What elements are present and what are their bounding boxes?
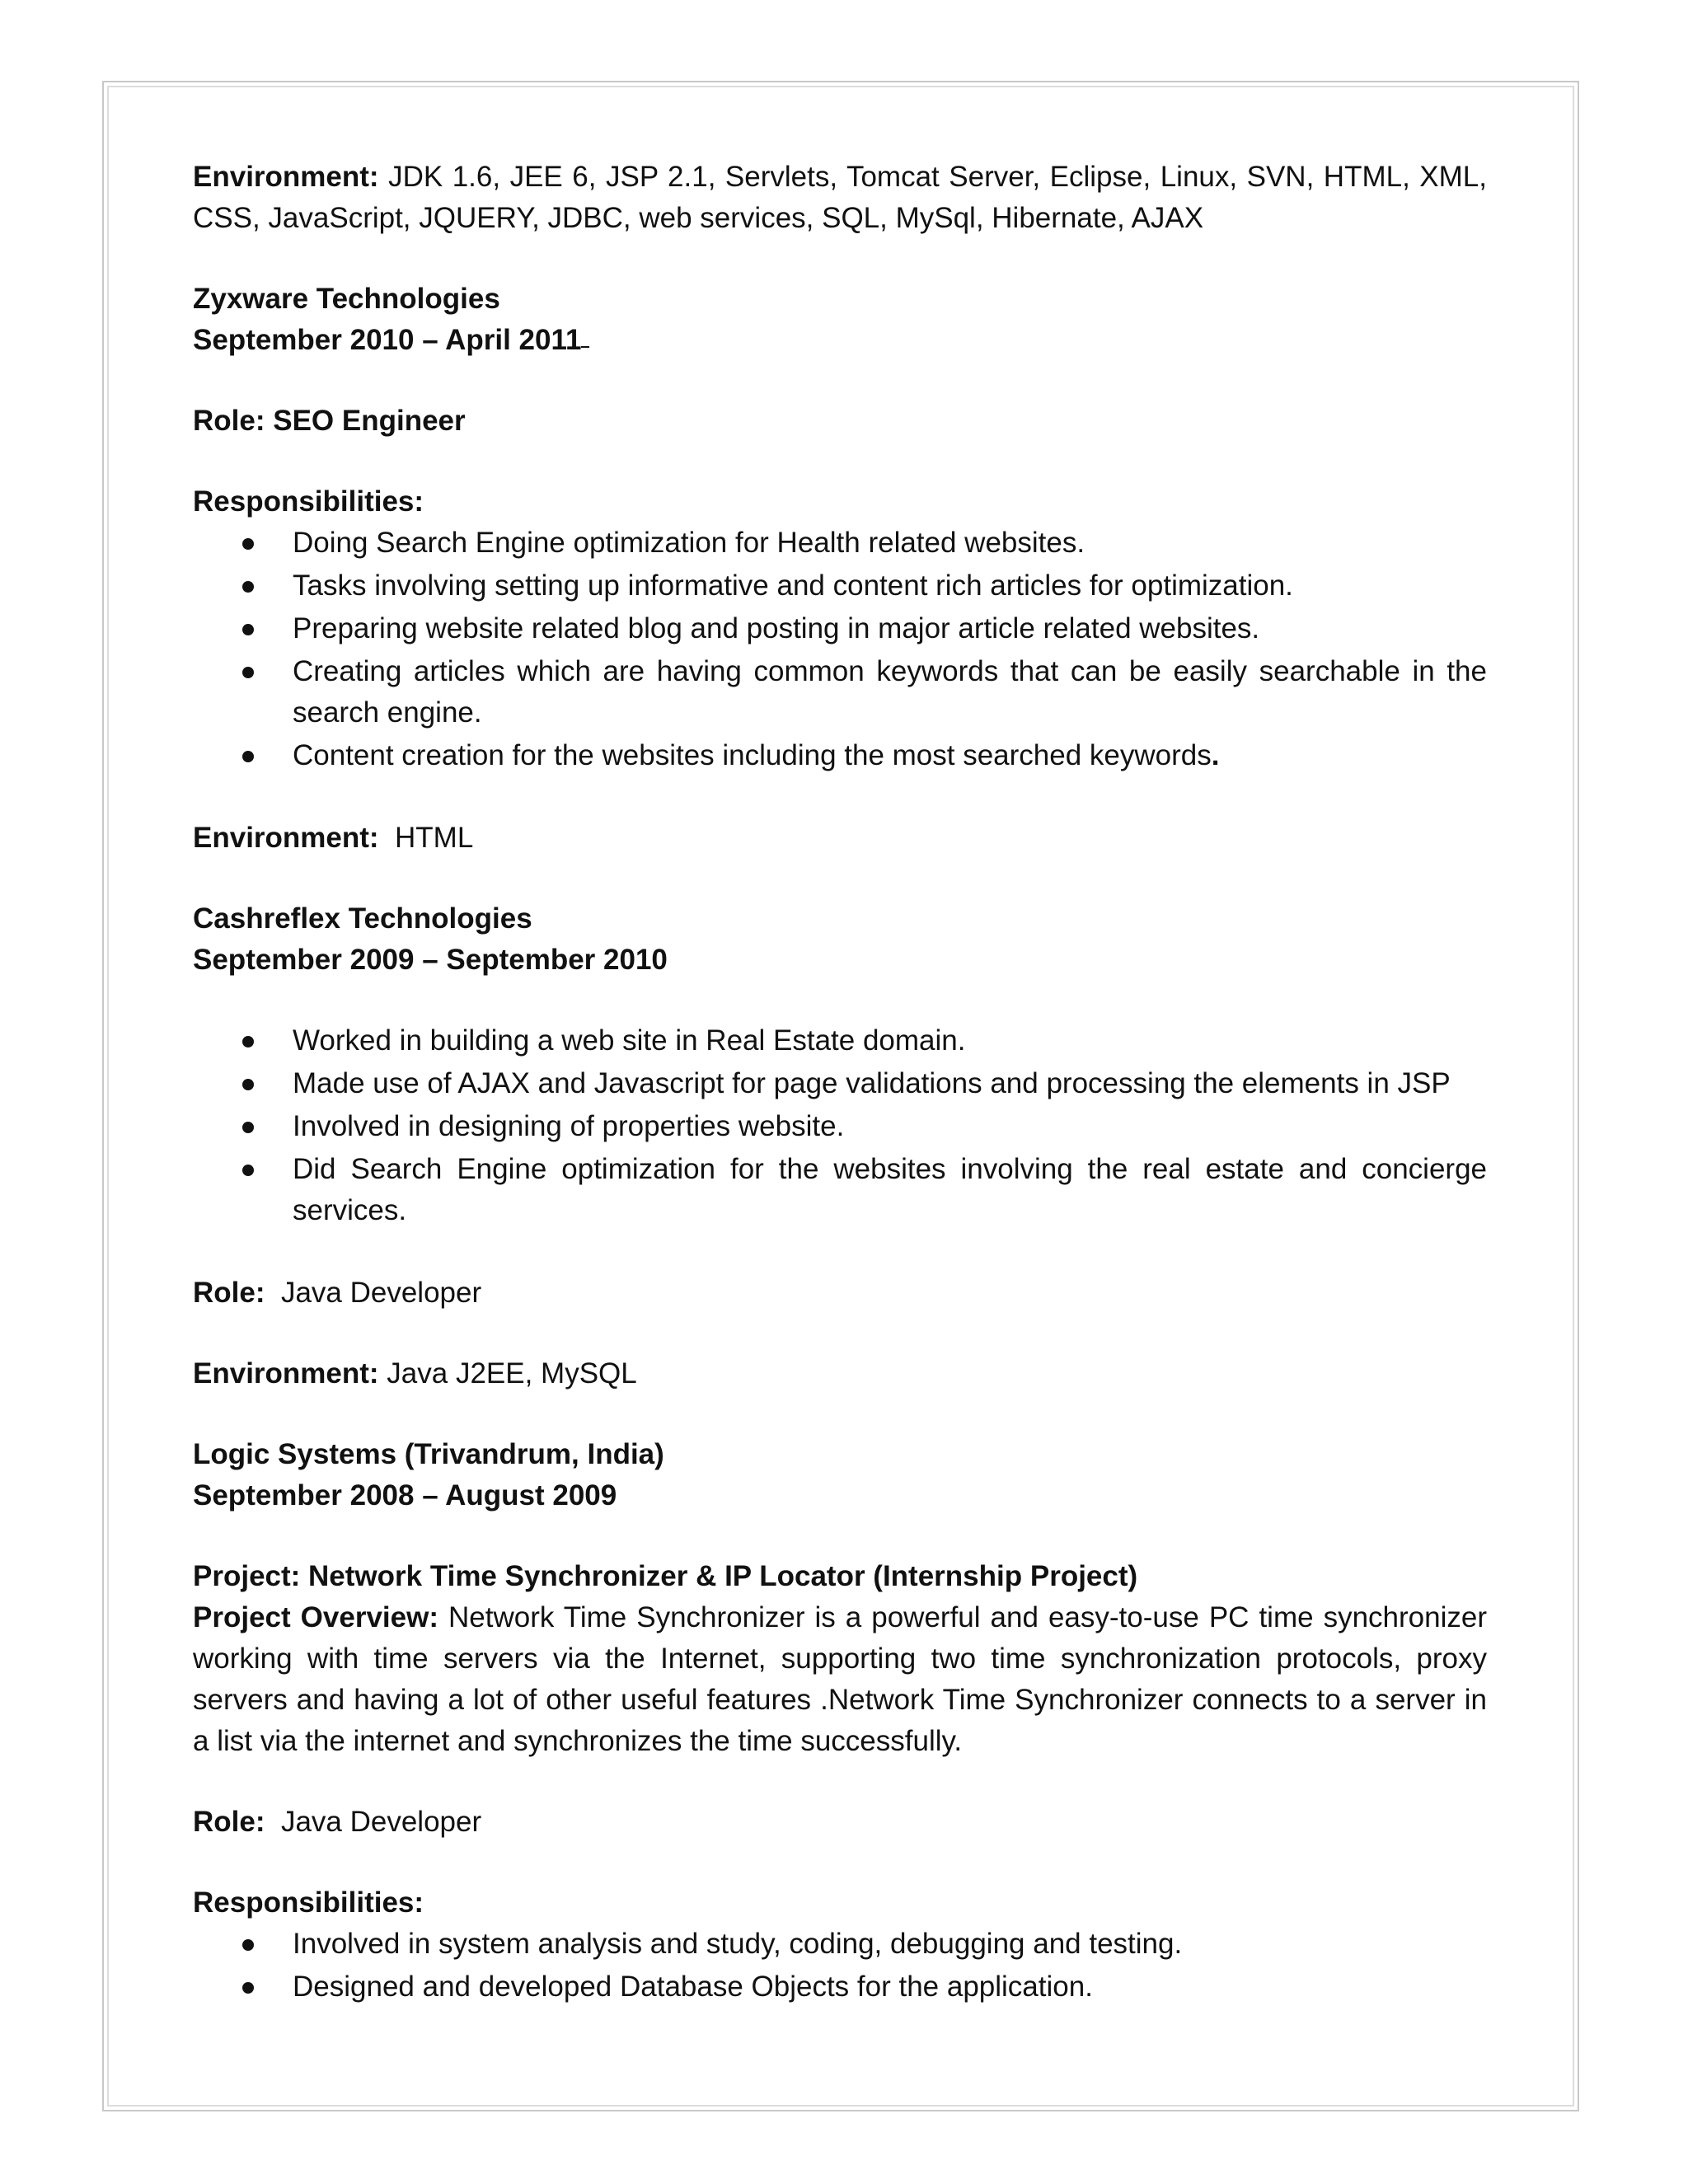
bullet-icon xyxy=(242,581,254,593)
responsibilities-list xyxy=(193,1020,1487,1231)
list-item-text: Made use of AJAX and Javascript for page validations and processing the elements in JSP xyxy=(293,1067,1451,1099)
environment-label: Environment: xyxy=(193,1357,379,1390)
list-item xyxy=(193,608,1487,649)
list-item xyxy=(193,1924,1487,1965)
list-item-text: Preparing website related blog and posting in major article related websites. xyxy=(293,612,1260,644)
list-item xyxy=(193,1020,1487,1062)
bullet-icon xyxy=(242,624,254,635)
role-label: Role: xyxy=(193,1277,265,1309)
role-line: Role: SEO Engineer xyxy=(193,405,466,437)
bullet-icon xyxy=(242,1036,254,1047)
list-item xyxy=(193,1106,1487,1147)
list-item xyxy=(193,565,1487,607)
list-item-period: . xyxy=(1211,739,1220,771)
environment-line xyxy=(193,1353,1487,1394)
environment-text: HTML xyxy=(378,822,474,854)
list-item-text: Tasks involving setting up informative and content rich articles for optimization. xyxy=(293,569,1293,602)
environment-line xyxy=(193,818,1487,859)
environment-text: Java J2EE, MySQL xyxy=(378,1357,637,1390)
list-item-text: Worked in building a web site in Real Estate domain. xyxy=(293,1024,966,1057)
project-overview-text: Network Time Synchronizer is a powerful and easy-to-use PC time synchronizer working with time servers via the Internet, supporting two time synchronization protocols, proxy servers and having a lot of other useful features .Network Time Synchronizer connects to a server in a list via the internet and synchronizes the time successfully. xyxy=(193,1601,1487,1757)
environment-label: Environment: xyxy=(193,161,379,193)
bullet-icon xyxy=(242,538,254,550)
employment-dates-text: September 2010 – April 2011 xyxy=(193,324,582,356)
company-name: Cashreflex Technologies xyxy=(193,902,532,935)
list-item xyxy=(193,735,1487,776)
company-name: Logic Systems (Trivandrum, India) xyxy=(193,1438,664,1470)
list-item xyxy=(193,523,1487,564)
role-line xyxy=(193,1272,1487,1314)
list-item xyxy=(193,1966,1487,2008)
responsibilities-heading: Responsibilities: xyxy=(193,1886,424,1919)
environment-line xyxy=(193,157,1487,239)
bullet-icon xyxy=(242,1165,254,1176)
list-item xyxy=(193,651,1487,733)
company-name: Zyxware Technologies xyxy=(193,283,500,315)
list-item-text: Creating articles which are having common keywords that can be easily searchable in the search engine. xyxy=(293,655,1487,729)
bullet-icon xyxy=(242,667,254,678)
employment-dates: September 2009 – September 2010 xyxy=(193,944,668,976)
role-label: Role: xyxy=(193,1806,265,1838)
list-item xyxy=(193,1063,1487,1104)
role-text: Java Developer xyxy=(265,1806,482,1838)
list-item-text: Did Search Engine optimization for the websites involving the real estate and concierge services. xyxy=(293,1153,1487,1226)
bullet-icon xyxy=(242,751,254,762)
role-line xyxy=(193,1802,1487,1843)
bullet-icon xyxy=(242,1939,254,1951)
project-title: Project: Network Time Synchronizer & IP Locator (Internship Project) xyxy=(193,1560,1138,1592)
project-overview xyxy=(193,1597,1487,1762)
list-item-text: Involved in system analysis and study, coding, debugging and testing. xyxy=(293,1928,1183,1960)
list-item-text: Designed and developed Database Objects for the application. xyxy=(293,1971,1093,2003)
project-overview-label: Project Overview: xyxy=(193,1601,438,1633)
bullet-icon xyxy=(242,1982,254,1994)
list-item xyxy=(193,1149,1487,1231)
environment-text: JDK 1.6, JEE 6, JSP 2.1, Servlets, Tomcat Server, Eclipse, Linux, SVN, HTML, XML, CSS, JavaScript, JQUERY, JDBC, web services, SQL, MySql, Hibernate, AJAX xyxy=(193,161,1487,234)
underline-mark xyxy=(581,320,589,348)
role-text: Java Developer xyxy=(265,1277,482,1309)
bullet-icon xyxy=(242,1079,254,1090)
responsibilities-list xyxy=(193,523,1487,776)
responsibilities-list xyxy=(193,1924,1487,2008)
responsibilities-heading: Responsibilities: xyxy=(193,485,424,518)
resume-content xyxy=(193,157,1487,2009)
list-item-text: Content creation for the websites including the most searched keywords xyxy=(293,739,1212,771)
list-item-text: Doing Search Engine optimization for Health related websites. xyxy=(293,527,1085,559)
list-item-text: Involved in designing of properties website. xyxy=(293,1110,845,1142)
bullet-icon xyxy=(242,1122,254,1133)
environment-label: Environment: xyxy=(193,822,379,854)
employment-dates: September 2008 – August 2009 xyxy=(193,1479,617,1511)
employment-dates xyxy=(193,320,1487,361)
